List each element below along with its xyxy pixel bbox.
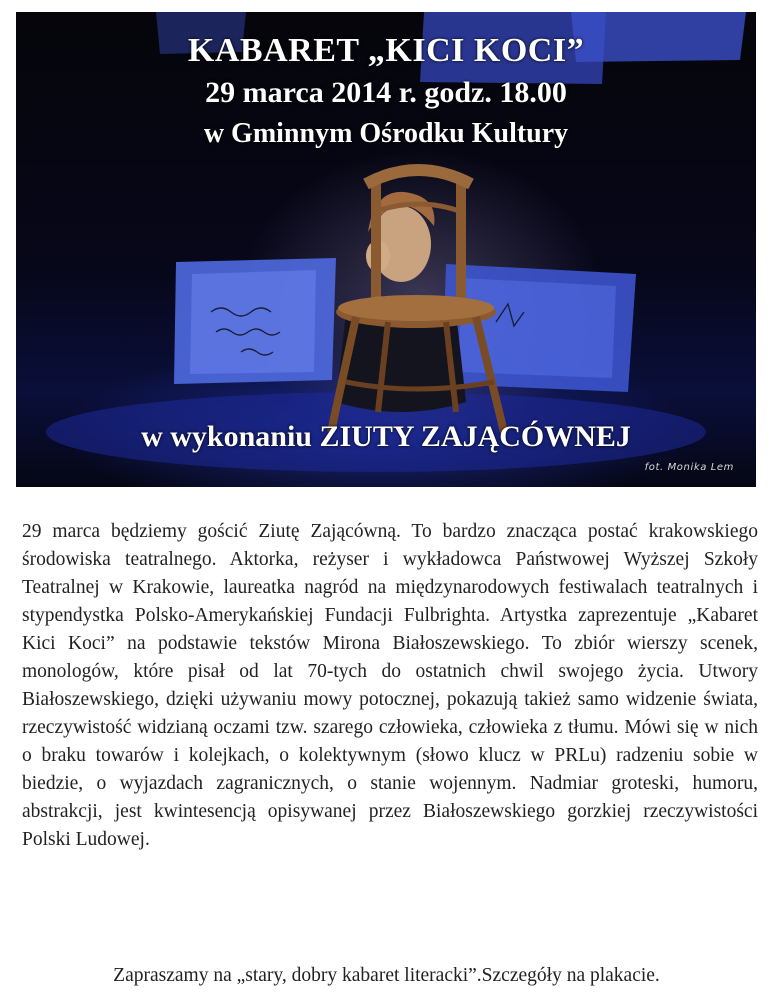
event-poster [16, 12, 756, 487]
poster-title: KABARET „KICI KOCI” [187, 32, 585, 69]
photo-credit: fot. Monika Lem [644, 462, 734, 473]
poster-performer: w wykonaniu ZIUTY ZAJĄCÓWNEJ [141, 420, 631, 453]
invitation-line: Zapraszamy na „stary, dobry kabaret literacki”.Szczegóły na plakacie. [113, 965, 660, 986]
poster-venue: w Gminnym Ośrodku Kultury [203, 118, 569, 149]
poster-date: 29 marca 2014 r. godz. 18.00 [205, 76, 567, 109]
article-body: 29 marca będziemy gościć Ziutę Zającówną. To bardzo znacząca postać krakowskiego środowiska teatralnego. Aktorka, reżyser i wykładowca Państwowej Wyższej Szkoły Teatralnej w Krakowie, laureatka nagród na międzynarodowych festiwalach teatralnych i stypendystka Polsko-Amerykańskiej Fundacji Fulbrighta. Artystka zaprezentuje „Kabaret Kici Koci” na podstawie tekstów Mirona Białoszewskiego. To zbiór wierszy scenek, monologów, które pisał od lat 70-tych do ostatnich chwil swojego życia. Utwory Białoszewskiego, dzięki używaniu mowy potocznej, pokazują takież samo widzenie świata, rzeczywistość widzianą oczami tzw. szarego człowieka, człowieka z tłumu. Mówi się w nich o braku towarów i kolejkach, o kolektywnym (słowo klucz w PRLu) radzeniu sobie w biedzie, o wyjazdach zagranicznych, o stanie wojennym. Nadmiar groteski, humoru, abstrakcji, jest kwintesencją opisywanej przez Białoszewskiego gorzkiej rzeczywistości Polski Ludowej. [22, 521, 758, 850]
